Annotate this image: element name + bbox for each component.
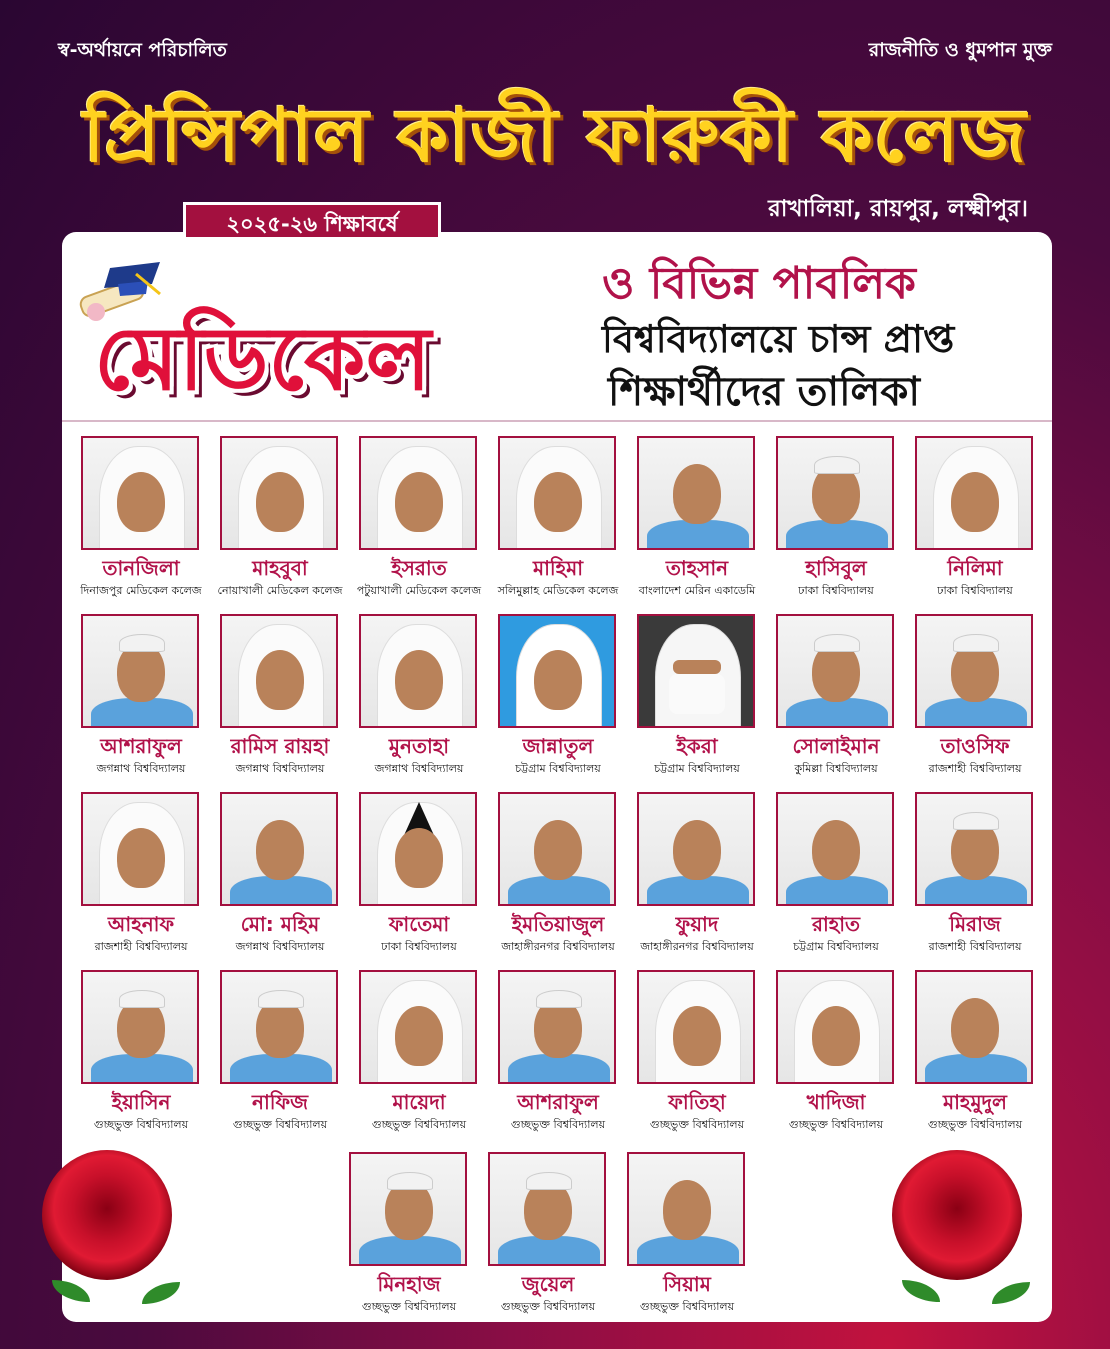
student-card bbox=[759, 970, 895, 1140]
student-card bbox=[342, 792, 478, 962]
student-card bbox=[342, 436, 482, 606]
student-institution: জাহাঙ্গীরনগর বিশ্ববিদ্যালয় bbox=[640, 940, 754, 953]
session-badge: ২০২৫-২৬ শিক্ষাবর্ষে bbox=[183, 202, 441, 240]
student-name: নাফিজ bbox=[252, 1090, 308, 1114]
student-name: মিনহাজ bbox=[377, 1272, 441, 1296]
student-photo bbox=[637, 436, 755, 550]
student-photo bbox=[776, 792, 894, 906]
leaf-icon bbox=[52, 1280, 90, 1302]
student-card bbox=[64, 792, 200, 962]
rose-left-icon bbox=[42, 1150, 172, 1280]
student-institution: সলিমুল্লাহ মেডিকেল কলেজ bbox=[497, 584, 619, 597]
student-name: আশরাফুল bbox=[517, 1090, 599, 1114]
student-card bbox=[898, 436, 1034, 606]
student-photo bbox=[488, 1152, 606, 1266]
student-institution: জগন্নাথ বিশ্ববিদ্যালয় bbox=[374, 762, 464, 775]
student-photo bbox=[915, 436, 1033, 550]
student-photo bbox=[498, 792, 616, 906]
student-institution: গুচ্ছভুক্ত বিশ্ববিদ্যালয় bbox=[361, 1300, 457, 1313]
student-photo bbox=[498, 970, 616, 1084]
student-photo bbox=[81, 436, 199, 550]
student-photo bbox=[81, 970, 199, 1084]
student-institution: গুচ্ছভুক্ত বিশ্ববিদ্যালয় bbox=[500, 1300, 596, 1313]
student-card bbox=[481, 792, 617, 962]
student-photo bbox=[81, 792, 199, 906]
student-name: মিরাজ bbox=[949, 912, 1001, 936]
student-institution: গুচ্ছভুক্ত বিশ্ববিদ্যালয় bbox=[371, 1118, 467, 1131]
student-photo bbox=[498, 436, 616, 550]
student-name: ফাতেমা bbox=[388, 912, 450, 936]
student-name: ইমতিয়াজুল bbox=[511, 912, 605, 936]
student-card bbox=[64, 970, 200, 1140]
student-name: সিয়াম bbox=[663, 1272, 711, 1296]
student-institution: নোয়াখালী মেডিকেল কলেজ bbox=[217, 584, 343, 597]
student-photo bbox=[359, 614, 477, 728]
student-photo bbox=[776, 614, 894, 728]
leaf-icon bbox=[992, 1282, 1030, 1304]
banner-line-2: বিশ্ববিদ্যালয়ে চান্স প্রাপ্ত bbox=[602, 317, 955, 361]
student-photo bbox=[349, 1152, 467, 1266]
student-institution: জগন্নাথ বিশ্ববিদ্যালয় bbox=[96, 762, 186, 775]
student-name: মাহিমা bbox=[532, 556, 584, 580]
student-institution: চট্টগ্রাম বিশ্ববিদ্যালয় bbox=[654, 762, 740, 775]
student-name: মুনতাহা bbox=[388, 734, 450, 758]
student-photo bbox=[776, 970, 894, 1084]
student-photo bbox=[220, 792, 338, 906]
student-name: আশরাফুল bbox=[100, 734, 182, 758]
student-institution: ঢাকা বিশ্ববিদ্যালয় bbox=[937, 584, 1013, 597]
student-name: ফাতিহা bbox=[668, 1090, 726, 1114]
student-institution: কুমিল্লা বিশ্ববিদ্যালয় bbox=[794, 762, 878, 775]
student-institution: চট্টগ্রাম বিশ্ববিদ্যালয় bbox=[515, 762, 601, 775]
student-institution: পটুয়াখালী মেডিকেল কলেজ bbox=[356, 584, 482, 597]
student-name: ইসরাত bbox=[391, 556, 447, 580]
student-photo bbox=[220, 970, 338, 1084]
student-name: ইয়াসিন bbox=[111, 1090, 171, 1114]
student-card bbox=[620, 792, 756, 962]
student-card bbox=[64, 614, 200, 784]
student-card bbox=[898, 614, 1034, 784]
student-name: তাহসান bbox=[665, 556, 729, 580]
student-card bbox=[898, 970, 1034, 1140]
college-title: প্রিন্সিপাল কাজী ফারুকী কলেজ bbox=[83, 93, 1027, 179]
student-name: জান্নাতুল bbox=[522, 734, 594, 758]
student-photo bbox=[359, 970, 477, 1084]
student-name: মাহমুদুল bbox=[943, 1090, 1007, 1114]
student-name: আহনাফ bbox=[107, 912, 175, 936]
student-photo bbox=[81, 614, 199, 728]
student-photo bbox=[359, 792, 477, 906]
student-card bbox=[342, 614, 478, 784]
student-card bbox=[620, 970, 756, 1140]
rose-right-icon bbox=[892, 1150, 1022, 1280]
student-institution: জগন্নাথ বিশ্ববিদ্যালয় bbox=[235, 940, 325, 953]
student-name: জুয়েল bbox=[521, 1272, 575, 1296]
top-right-tagline: রাজনীতি ও ধুমপান মুক্ত bbox=[868, 39, 1052, 61]
student-name: রাহাত bbox=[811, 912, 861, 936]
student-photo bbox=[220, 614, 338, 728]
student-name: তাওসিফ bbox=[940, 734, 1010, 758]
banner-area bbox=[62, 232, 1052, 422]
student-institution: চট্টগ্রাম বিশ্ববিদ্যালয় bbox=[793, 940, 879, 953]
main-panel bbox=[62, 232, 1052, 1322]
student-name: মো: মহিম bbox=[240, 912, 320, 936]
student-card bbox=[620, 614, 756, 784]
student-institution: গুচ্ছভুক্ত বিশ্ববিদ্যালয় bbox=[649, 1118, 745, 1131]
student-institution: রাজশাহী বিশ্ববিদ্যালয় bbox=[94, 940, 188, 953]
student-photo bbox=[498, 614, 616, 728]
student-photo bbox=[915, 614, 1033, 728]
student-name: ফুয়াদ bbox=[675, 912, 719, 936]
leaf-icon bbox=[902, 1280, 940, 1302]
student-card bbox=[481, 436, 617, 606]
student-photo bbox=[627, 1152, 745, 1266]
student-name: মাহবুবা bbox=[252, 556, 308, 580]
banner-line-3: শিক্ষার্থীদের তালিকা bbox=[608, 369, 920, 415]
student-card bbox=[64, 436, 200, 606]
student-card bbox=[481, 970, 617, 1140]
student-institution: ঢাকা বিশ্ববিদ্যালয় bbox=[381, 940, 457, 953]
student-institution: গুচ্ছভুক্ত বিশ্ববিদ্যালয় bbox=[927, 1118, 1023, 1131]
student-photo bbox=[915, 970, 1033, 1084]
medical-heading: মেডিকেল bbox=[94, 307, 432, 410]
student-photo bbox=[915, 792, 1033, 906]
student-photo bbox=[637, 614, 755, 728]
student-photo bbox=[359, 436, 477, 550]
leaf-icon bbox=[142, 1282, 180, 1304]
student-name: মায়েদা bbox=[392, 1090, 446, 1114]
student-card bbox=[203, 970, 339, 1140]
student-institution: গুচ্ছভুক্ত বিশ্ববিদ্যালয় bbox=[510, 1118, 606, 1131]
student-photo bbox=[637, 970, 755, 1084]
student-card bbox=[759, 436, 895, 606]
student-institution: রাজশাহী বিশ্ববিদ্যালয় bbox=[928, 762, 1022, 775]
student-card bbox=[342, 970, 478, 1140]
student-name: তানজিলা bbox=[102, 556, 180, 580]
student-photo bbox=[776, 436, 894, 550]
student-name: নিলিমা bbox=[947, 556, 1003, 580]
student-name: রামিস রায়হা bbox=[230, 734, 330, 758]
student-institution: জাহাঙ্গীরনগর বিশ্ববিদ্যালয় bbox=[501, 940, 615, 953]
top-left-tagline: স্ব-অর্থায়নে পরিচালিত bbox=[58, 39, 227, 61]
student-institution: গুচ্ছভুক্ত বিশ্ববিদ্যালয় bbox=[788, 1118, 884, 1131]
student-card bbox=[481, 614, 617, 784]
student-card bbox=[203, 792, 339, 962]
student-name: হাসিবুল bbox=[805, 556, 867, 580]
student-institution: ঢাকা বিশ্ববিদ্যালয় bbox=[798, 584, 874, 597]
student-institution: গুচ্ছভুক্ত বিশ্ববিদ্যালয় bbox=[93, 1118, 189, 1131]
student-card bbox=[759, 614, 895, 784]
student-name: খাদিজা bbox=[806, 1090, 866, 1114]
student-institution: রাজশাহী বিশ্ববিদ্যালয় bbox=[928, 940, 1022, 953]
student-card bbox=[759, 792, 895, 962]
college-address: রাখালিয়া, রায়পুর, লক্ষ্মীপুর। bbox=[768, 196, 1028, 222]
student-card bbox=[620, 436, 756, 606]
banner-line-1: ও বিভিন্ন পাবলিক bbox=[602, 258, 916, 309]
student-institution: গুচ্ছভুক্ত বিশ্ববিদ্যালয় bbox=[232, 1118, 328, 1131]
student-photo bbox=[637, 792, 755, 906]
student-card bbox=[203, 436, 343, 606]
student-card bbox=[203, 614, 339, 784]
student-institution: গুচ্ছভুক্ত বিশ্ববিদ্যালয় bbox=[639, 1300, 735, 1313]
student-name: ইকরা bbox=[676, 734, 718, 758]
student-institution: দিনাজপুর মেডিকেল কলেজ bbox=[80, 584, 202, 597]
student-institution: বাংলাদেশ মেরিন একাডেমি bbox=[638, 584, 756, 597]
student-card bbox=[898, 792, 1034, 962]
student-photo bbox=[220, 436, 338, 550]
student-card bbox=[332, 1152, 468, 1322]
student-card bbox=[610, 1152, 746, 1322]
student-name: সোলাইমান bbox=[792, 734, 880, 758]
student-institution: জগন্নাথ বিশ্ববিদ্যালয় bbox=[235, 762, 325, 775]
student-card bbox=[471, 1152, 607, 1322]
